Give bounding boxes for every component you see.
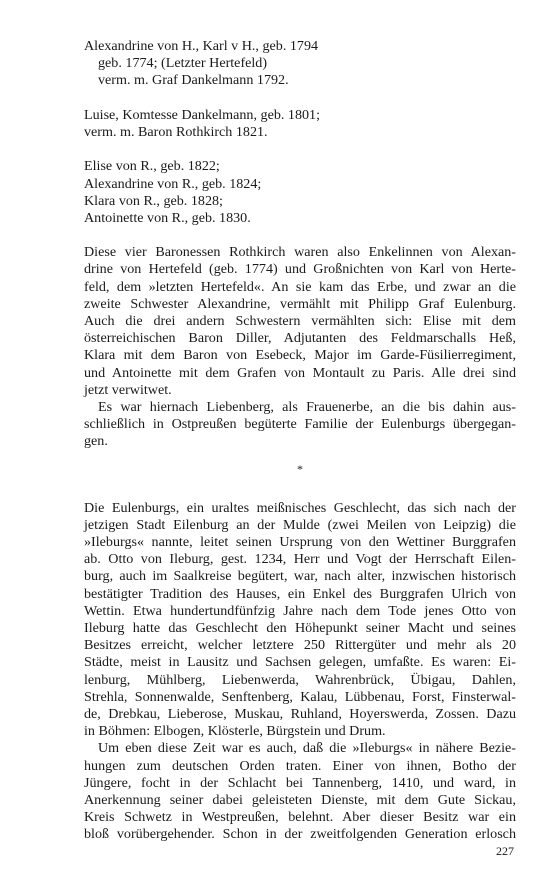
text-line: zweite Schwester Alexandrine, vermählt mit Philipp Graf Eulenburg. xyxy=(84,295,516,312)
section-separator: * xyxy=(297,461,303,476)
genealogy-entry-luise xyxy=(84,107,516,141)
text-line: geb. 1774; (Letzter Hertefeld) xyxy=(98,55,268,72)
text-line: de, Drebkau, Lieberose, Muskau, Ruhland, Hoyerswerda, Zossen. Dazu xyxy=(84,705,516,722)
text-line: und Antoinette mit dem Grafen von Montault zu Paris. Alle drei sind xyxy=(84,364,516,381)
text-line: jetzt verwitwet. xyxy=(84,381,172,398)
text-line: lenburg, Mühlberg, Liebenwerda, Wahrenbrück, Übigau, Dahlen, xyxy=(84,671,516,688)
text-line: Die Eulenburgs, ein uraltes meißnisches Geschlecht, das sich nach der xyxy=(84,499,516,516)
genealogy-entry-daughters xyxy=(84,158,516,227)
text-line: hungen zum deutschen Orden traten. Einer von ihnen, Botho der xyxy=(84,757,516,774)
text-line: Um eben diese Zeit war es auch, daß die »Ileburgs« in nähere Bezie- xyxy=(98,740,516,757)
page-number: 227 xyxy=(496,844,514,858)
paragraph xyxy=(84,740,516,843)
genealogy-entry-hertefeld xyxy=(84,38,516,90)
text-line: bestätigter Tradition des Hauses, ein Enkel des Burggrafen Ulrich von xyxy=(84,585,516,602)
paragraph xyxy=(84,244,516,399)
text-line: Besitzes erreicht, welcher letztere 250 Rittergüter und mehr als 20 xyxy=(84,637,516,654)
text-line: schließlich in Ostpreußen begüterte Familie der Eulenburgs übergegan- xyxy=(84,416,516,433)
text-line: bloß vorübergehender. Schon in der zweitfolgenden Generation erlosch xyxy=(84,826,516,843)
text-line: Städte, meist in Lausitz und Sachsen gelegen, umfaßte. Es waren: Ei- xyxy=(84,654,516,671)
paragraph xyxy=(84,500,516,741)
text-line: Jüngere, focht in der Schlacht bei Tannenberg, 1410, und ward, in xyxy=(84,774,516,791)
text-line: verm. m. Baron Rothkirch 1821. xyxy=(84,123,268,140)
text-line: ab. Otto von Ileburg, gest. 1234, Herr und Vogt der Herrschaft Eilen- xyxy=(84,551,516,568)
text-line: Es war hiernach Liebenberg, als Frauenerbe, an die bis dahin aus- xyxy=(98,398,516,415)
text-line: Auch die drei andern Schwestern vermählten sich: Elise mit dem xyxy=(84,313,516,329)
text-line: drine von Hertefeld (geb. 1774) und Großnichten von Karl von Herte- xyxy=(84,261,516,278)
text-line: Ileburg hatte das Geschlecht den Höhepunkt seiner Macht und seines xyxy=(84,620,516,636)
text-line: in Böhmen: Elbogen, Klösterle, Bürgstein und Drum. xyxy=(84,723,386,740)
page-body xyxy=(84,38,516,843)
text-line: burg, auch im Saalkreise begütert, war, nach alter, inzwischen historisch xyxy=(84,568,516,585)
text-line: Kreis Schwetz in Westpreußen, belehnt. Aber dieser Besitz war ein xyxy=(84,809,516,826)
text-line: Diese vier Baronessen Rothkirch waren also Enkelinnen von Alexan- xyxy=(84,244,516,261)
paragraph xyxy=(84,399,516,451)
text-line: Antoinette von R., geb. 1830. xyxy=(84,209,251,226)
text-line: Klara mit dem Baron von Esebeck, Major im Garde-Füsilierregiment, xyxy=(84,347,516,364)
text-line: Elise von R., geb. 1822; xyxy=(84,158,220,175)
text-line: jetzigen Stadt Eilenburg an der Mulde (zwei Meilen von Leipzig) die xyxy=(84,516,516,533)
text-line: feld, dem »letzten Hertefeld«. An sie kam das Erbe, und zwar an die xyxy=(84,278,516,295)
text-line: Anerkennung seiner dabei geleisteten Dienste, mit dem Gute Sickau, xyxy=(84,791,516,808)
text-line: Klara von R., geb. 1828; xyxy=(84,192,223,209)
text-line: verm. m. Graf Dankelmann 1792. xyxy=(98,72,289,89)
text-line: Strehla, Sonnenwalde, Senftenberg, Kalau, Lübbenau, Forst, Finsterwal- xyxy=(84,688,516,705)
text-line: »Ileburgs« nannte, leitet seinen Ursprung von den Wettiner Burggrafen xyxy=(84,534,516,551)
text-line: Alexandrine von H., Karl v H., geb. 1794 xyxy=(84,38,319,54)
text-line: Wettin. Etwa hundertundfünfzig Jahre nach dem Tode jenes Otto von xyxy=(84,602,516,619)
text-line: Luise, Komtesse Dankelmann, geb. 1801; xyxy=(84,106,321,123)
text-line: österreichischen Baron Diller, Adjutanten des Feldmarschalls Heß, xyxy=(84,330,516,347)
text-line: Alexandrine von R., geb. 1824; xyxy=(84,175,262,192)
text-line: gen. xyxy=(84,433,108,450)
